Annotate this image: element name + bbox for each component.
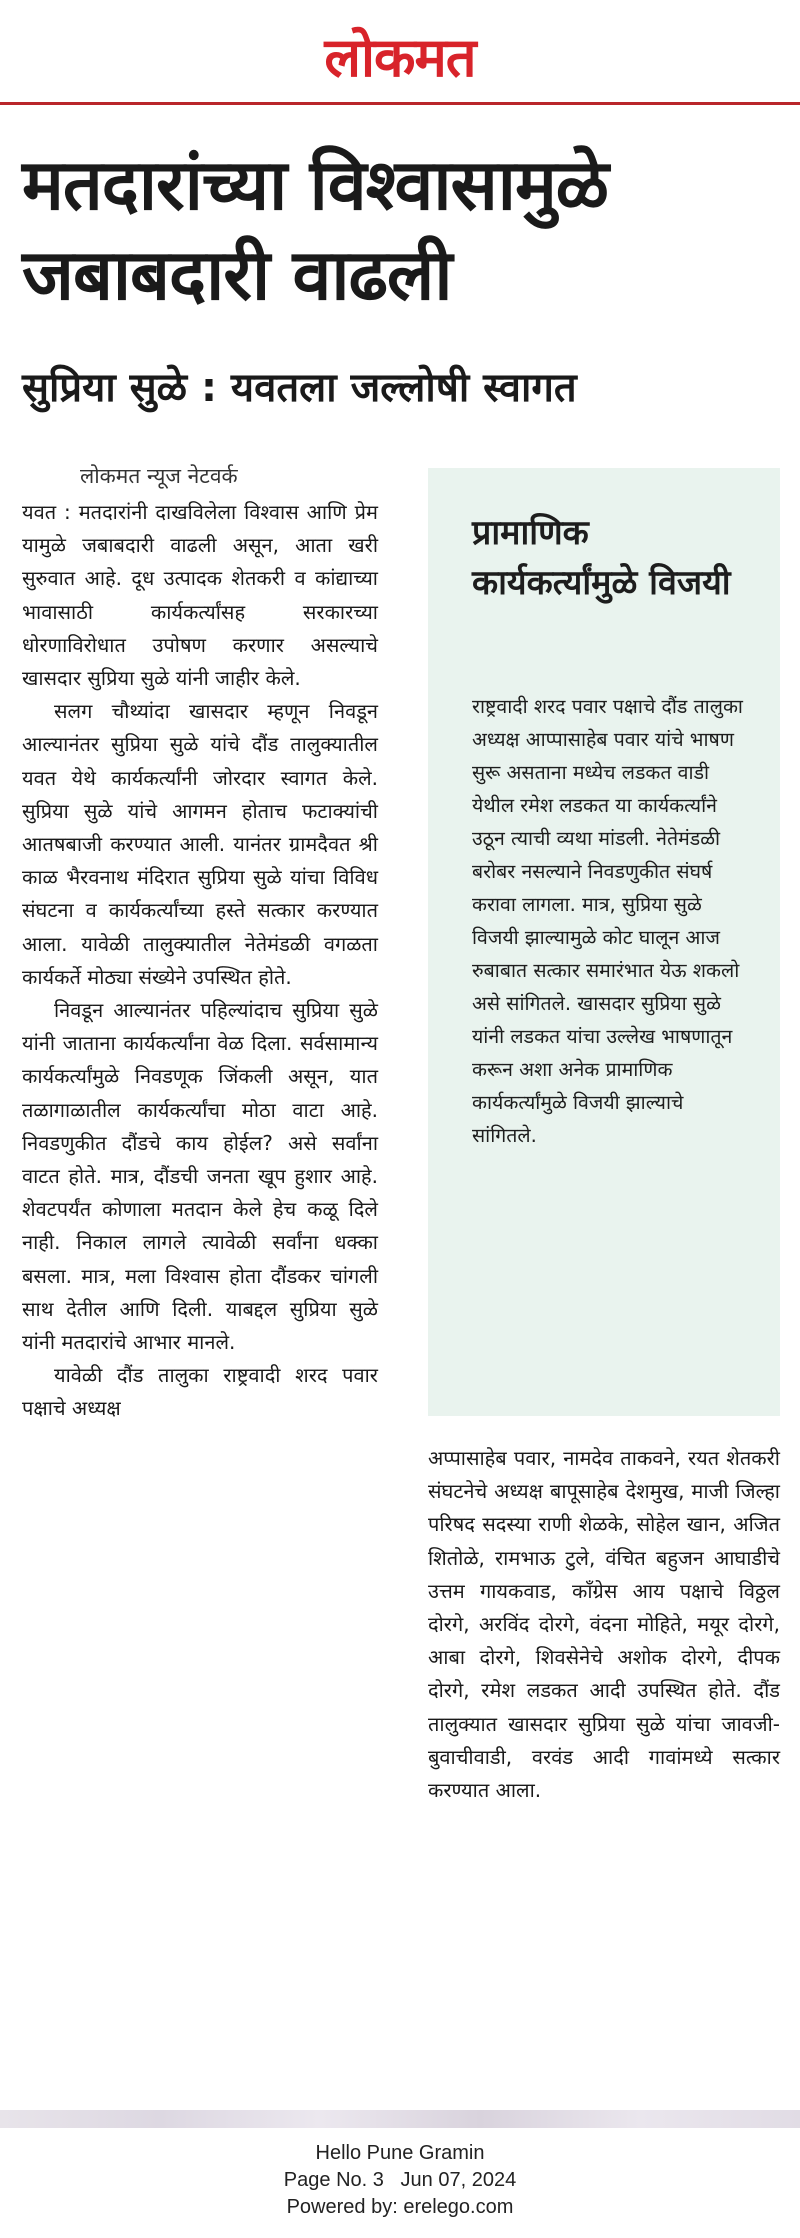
next-article-strip xyxy=(0,2110,800,2128)
page-footer xyxy=(0,2140,800,2221)
article-byline: लोकमत न्यूज नेटवर्क xyxy=(80,464,238,488)
article-headline xyxy=(22,140,782,320)
headline-line-2: जबाबदारी वाढली xyxy=(22,234,452,316)
masthead-divider xyxy=(0,102,800,105)
headline-line-1: मतदारांच्या विश्वासामुळे xyxy=(22,144,608,226)
masthead xyxy=(0,0,800,100)
article-left-column xyxy=(22,496,378,1426)
lokmat-logo: लोकमत xyxy=(324,26,476,89)
article-paragraph: यवत : मतदारांनी दाखविलेला विश्वास आणि प्रेम यामुळे जबाबदारी वाढली असून, आता खरी सुरुवात आहे. दूध उत्पादक शेतकरी व कांद्याच्या भावासाठी कार्यकर्त्यांसह सरकारच्या धोरणाविरोधात उपोषण करणार असल्याचे खासदार सुप्रिया सुळे यांनी जाहीर केले. xyxy=(22,500,378,691)
article-paragraph: निवडून आल्यानंतर पहिल्यांदाच सुप्रिया सुळे यांनी जाताना कार्यकर्त्यांना वेळ दिला. सर्वसामान्य कार्यकर्त्यांमुळे निवडणूक जिंकली असून, यात तळागाळातील कार्यकर्त्यांचा मोठा वाटा आहे. निवडणुकीत दौंडचे काय होईल? असे सर्वांना वाटत होते. मात्र, दौंडची जनता खूप हुशार आहे. शेवटपर्यंत कोणाला मतदान केले हेच कळू दिले नाही. निकाल लागले त्यावेळी सर्वांना धक्का बसला. मात्र, मला विश्वास होता दौंडकर चांगली साथ देतील आणि दिली. याबद्दल सुप्रिया सुळे यांनी मतदारांचे आभार मानले. xyxy=(22,998,378,1355)
article-paragraph: सलग चौथ्यांदा खासदार म्हणून निवडून आल्यानंतर सुप्रिया सुळे यांचे दौंड तालुक्यातील यवत येथे कार्यकर्त्यांनी जोरदार स्वागत केले. सुप्रिया सुळे यांचे आगमन होताच फटाक्यांची आतषबाजी करण्यात आली. यानंतर ग्रामदैवत श्री काळ भैरवनाथ मंदिरात सुप्रिया सुळे यांचा विविध संघटना व कार्यकर्त्यांच्या हस्ते सत्कार करण्यात आला. यावेळी तालुक्यातील नेतेमंडळी वगळता कार्यकर्ते मोठ्या संख्येने उपस्थित होते. xyxy=(22,699,378,989)
sidebar-title: प्रामाणिक कार्यकर्त्यांमुळे विजयी xyxy=(472,513,731,603)
article-continuation: अप्पासाहेब पवार, नामदेव ताकवने, रयत शेतकरी संघटनेचे अध्यक्ष बापूसाहेब देशमुख, माजी जिल्हा परिषद सदस्या राणी शेळके, सोहेल खान, अजित शितोळे, रामभाऊ टुले, वंचित बहुजन आघाडीचे उत्तम गायकवाड, कॉंग्रेस आय पक्षाचे विठ्ठल दोरगे, अरविंद दोरगे, वंदना मोहिते, मयूर दोरगे, आबा दोरगे, शिवसेनेचे अशोक दोरगे, दीपक दोरगे, रमेश लडकत आदी उपस्थित होते. दौंड तालुक्यात खासदार सुप्रिया सुळे यांचा जावजी-बुवाचीवाडी, वरवंड आदी गावांमध्ये सत्कार करण्यात आला. xyxy=(428,1446,780,1803)
article-subheadline: सुप्रिया सुळे : यवतला जल्लोषी स्वागत xyxy=(22,365,577,411)
footer-edition: Hello Pune Gramin xyxy=(315,2142,485,2164)
sidebar-body: राष्ट्रवादी शरद पवार पक्षाचे दौंड तालुका अध्यक्ष आप्पासाहेब पवार यांचे भाषण सुरू असताना मध्येच लडकत वाडी येथील रमेश लडकत या कार्यकर्त्यांने उठून त्याची व्यथा मांडली. नेतेमंडळी बरोबर नसल्याने निवडणुकीत संघर्ष करावा लागला. मात्र, सुप्रिया सुळे विजयी झाल्यामुळे कोट घालून आज रुबाबात सत्कार समारंभात येऊ शकलो असे सांगितले. खासदार सुप्रिया सुळे यांनी लडकत यांचा उल्लेख भाषणातून करून अशा अनेक प्रामाणिक कार्यकर्त्यांमुळे विजयी झाल्याचे सांगितले. xyxy=(472,695,743,1147)
footer-page-info: Page No. 3 Jun 07, 2024 xyxy=(283,2169,517,2191)
sidebar-box xyxy=(428,468,780,1416)
article-right-column xyxy=(428,1442,780,1807)
article-paragraph: यावेळी दौंड तालुका राष्ट्रवादी शरद पवार पक्षाचे अध्यक्ष xyxy=(22,1363,378,1421)
footer-powered-by: Powered by: erelego.com xyxy=(286,2196,514,2218)
